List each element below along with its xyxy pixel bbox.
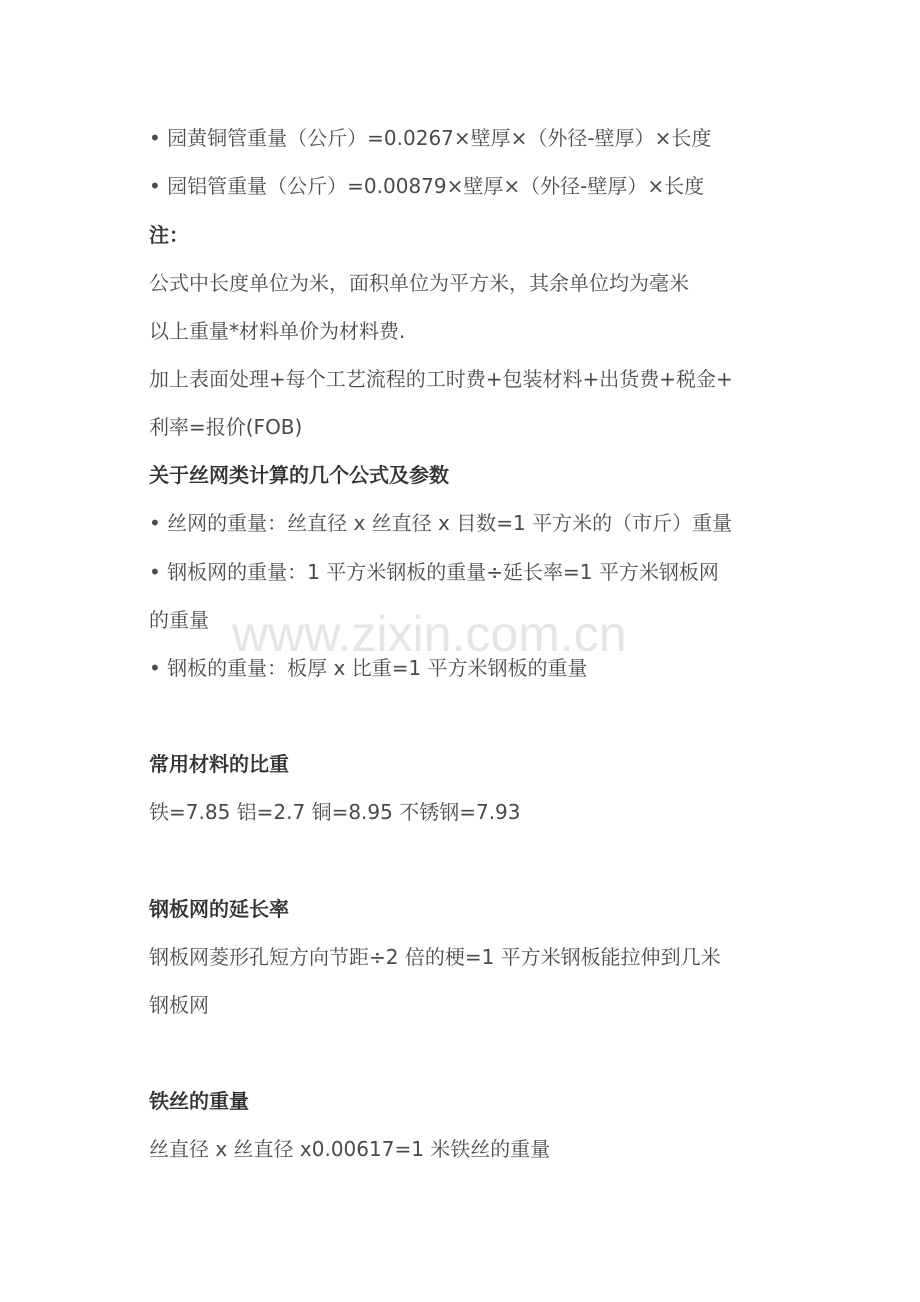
- iron-wire-weight-formula: 丝直径 x 丝直径 x0.00617=1 米铁丝的重量: [149, 1137, 551, 1161]
- wire-mesh-weight-formula: • 丝网的重量：丝直径 x 丝直径 x 目数=1 平方米的（市斤）重量: [149, 511, 733, 535]
- brass-tube-weight-formula: • 园黄铜管重量（公斤）=0.0267×壁厚×（外径-壁厚）×长度: [149, 126, 712, 150]
- expansion-rate-heading: 钢板网的延长率: [149, 897, 289, 921]
- expansion-rate-formula-line-1: 钢板网菱形孔短方向节距÷2 倍的梗=1 平方米钢板能拉伸到几米: [149, 945, 721, 969]
- units-note: 公式中长度单位为米，面积单位为平方米，其余单位均为毫米: [149, 271, 689, 295]
- quote-note-line-1: 加上表面处理+每个工艺流程的工时费+包装材料+出货费+税金+: [149, 367, 733, 391]
- material-cost-note: 以上重量*材料单价为材料费.: [149, 319, 406, 343]
- quote-note-line-2: 利率=报价(FOB): [149, 415, 303, 439]
- watermark: www.zixin.com.cn: [232, 606, 627, 662]
- expanded-metal-weight-formula-line-2: 的重量: [149, 608, 209, 632]
- expansion-rate-formula-line-2: 钢板网: [149, 993, 209, 1017]
- specific-gravity-heading: 常用材料的比重: [149, 752, 289, 776]
- steel-plate-weight-formula: • 钢板的重量：板厚 x 比重=1 平方米钢板的重量: [149, 656, 588, 680]
- specific-gravity-values: 铁=7.85 铝=2.7 铜=8.95 不锈钢=7.93: [149, 800, 521, 824]
- iron-wire-weight-heading: 铁丝的重量: [149, 1089, 249, 1113]
- expanded-metal-weight-formula-line-1: • 钢板网的重量：1 平方米钢板的重量÷延长率=1 平方米钢板网: [149, 560, 719, 584]
- note-heading: 注：: [149, 223, 189, 247]
- aluminum-tube-weight-formula: • 园铝管重量（公斤）=0.00879×壁厚×（外径-壁厚）×长度: [149, 174, 705, 198]
- wire-mesh-section-heading: 关于丝网类计算的几个公式及参数: [149, 463, 449, 487]
